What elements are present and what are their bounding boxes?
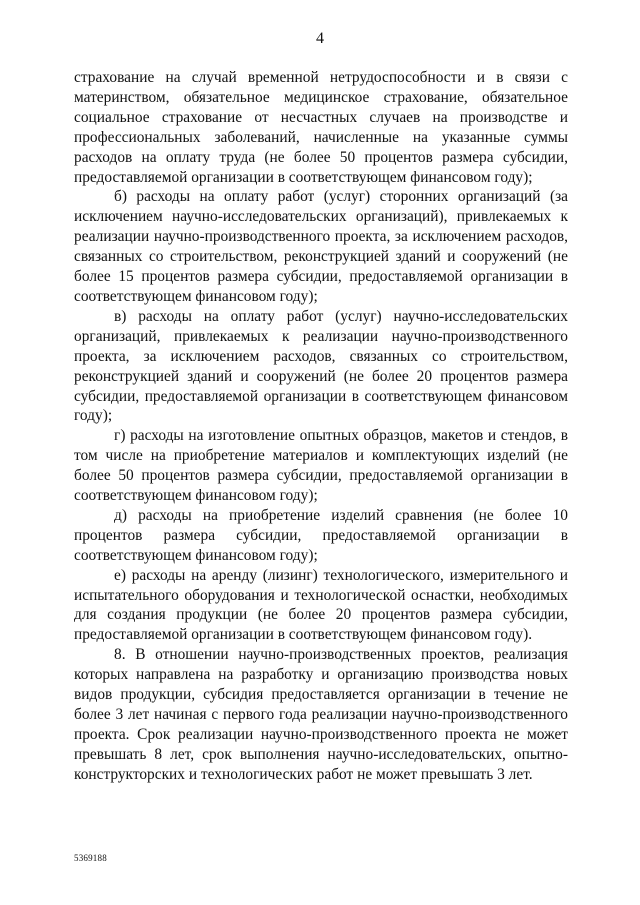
paragraph-item-g: г) расходы на изготовление опытных образцов, макетов и стендов, в том числе на приобретение материалов и комплектующих изделий (не более 50 процентов размера субсидии, предоставляемой организации в соответствующем финансовом году); <box>74 427 568 505</box>
document-body <box>74 68 568 785</box>
paragraph-item-d: д) расходы на приобретение изделий сравнения (не более 10 процентов размера субсидии, предоставляемой организации в соответствующем финансовом году); <box>74 506 568 564</box>
page-number: 4 <box>316 30 324 47</box>
paragraph-item-v: в) расходы на оплату работ (услуг) научно-исследовательских организаций, привлекаемых к реализации научно-производственного проекта, за исключением расходов, связанных со строительством, реконструкцией зданий и сооружений (не более 20 процентов размера субсидии, предоставляемой организации в соответствующем финансовом году); <box>74 307 568 425</box>
paragraph-item-b: б) расходы на оплату работ (услуг) сторонних организаций (за исключением научно-исследовательских организаций), привлекаемых к реализации научно-производственного проекта, за исключением расходов, связанных со строительством, реконструкцией зданий и сооружений (не более 15 процентов размера субсидии, предоставляемой организации в соответствующем финансовом году); <box>74 188 568 305</box>
paragraph-item-e: е) расходы на аренду (лизинг) технологического, измерительного и испытательного оборудования и технологической оснастки, необходимых для создания продукции (не более 20 процентов размера субсидии, предоставляемой организации в соответствующем финансовом году). <box>74 566 568 644</box>
paragraph-continuation: страхование на случай временной нетрудоспособности и в связи с материнством, обязательное медицинское страхование, обязательное социальное страхование от несчастных случаев на производстве и профессиональных заболеваний, начисленные на указанные суммы расходов на оплату труда (не более 50 процентов размера субсидии, предоставляемой организации в соответствующем финансовом году); <box>74 69 568 186</box>
document-code: 5369188 <box>74 853 107 863</box>
paragraph-point-8: 8. В отношении научно-производственных проектов, реализация которых направлена на разработку и организацию производства новых видов продукции, субсидия предоставляется организации в течение не более 3 лет начиная с первого года реализации научно-производственного проекта. Срок реализации научно-производственного проекта не может превышать 8 лет, срок выполнения научно-исследовательских, опытно-конструкторских и технологических работ не может превышать 3 лет. <box>74 646 568 783</box>
